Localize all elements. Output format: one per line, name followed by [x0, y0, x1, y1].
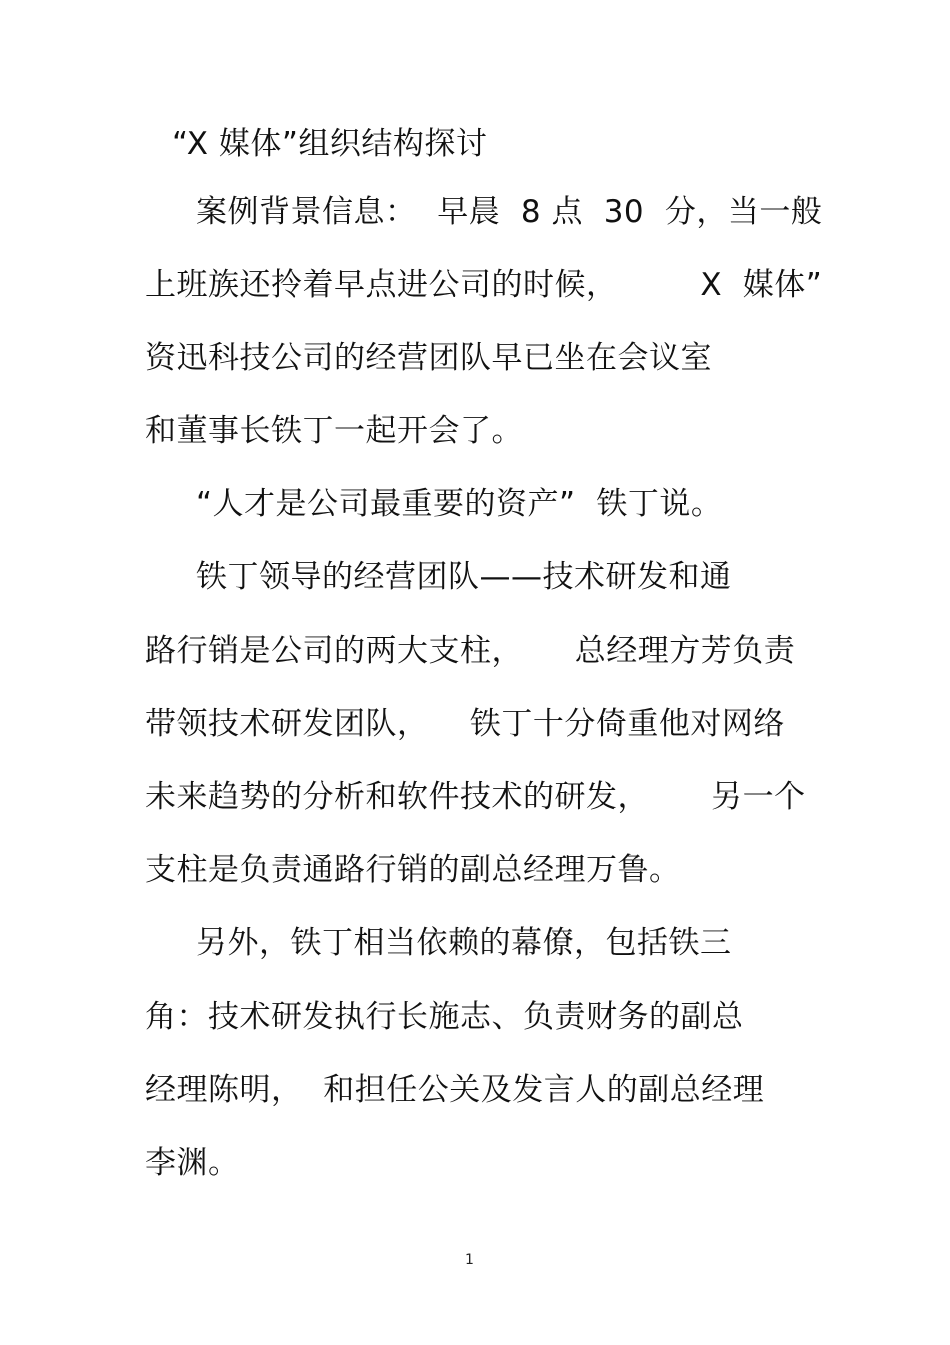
paragraph-line: 支柱是负责通路行销的副总经理万鲁。: [145, 852, 681, 888]
paragraph-line: 资迅科技公司的经营团队早已坐在会议室: [145, 340, 712, 376]
paragraph-line: 带领技术研发团队， 铁丁十分倚重他对网络: [145, 706, 785, 742]
paragraph-line: “人才是公司最重要的资产” 铁丁说。: [196, 486, 723, 522]
paragraph-line: 另外，铁丁相当依赖的幕僚，包括铁三: [196, 925, 732, 961]
paragraph-line: 未来趋势的分析和软件技术的研发， 另一个: [145, 779, 806, 815]
paragraph-line: 上班族还拎着早点进公司的时候， X 媒体”: [145, 267, 823, 303]
paragraph-line: 路行销是公司的两大支柱， 总经理方芳负责: [145, 633, 796, 669]
paragraph-line: 角：技术研发执行长施志、负责财务的副总: [145, 999, 744, 1035]
paragraph-line: 经理陈明， 和担任公关及发言人的副总经理: [145, 1072, 765, 1108]
page-number: 1: [465, 1252, 474, 1268]
paragraph-line: 和董事长铁丁一起开会了。: [145, 413, 523, 449]
paragraph-line: 李渊。: [145, 1145, 240, 1181]
paragraph-line: 铁丁领导的经营团队——技术研发和通: [196, 559, 732, 595]
document-title: “X 媒体”组织结构探讨: [172, 126, 488, 162]
paragraph-line: 案例背景信息： 早晨 8 点 30 分，当一般: [196, 194, 823, 230]
